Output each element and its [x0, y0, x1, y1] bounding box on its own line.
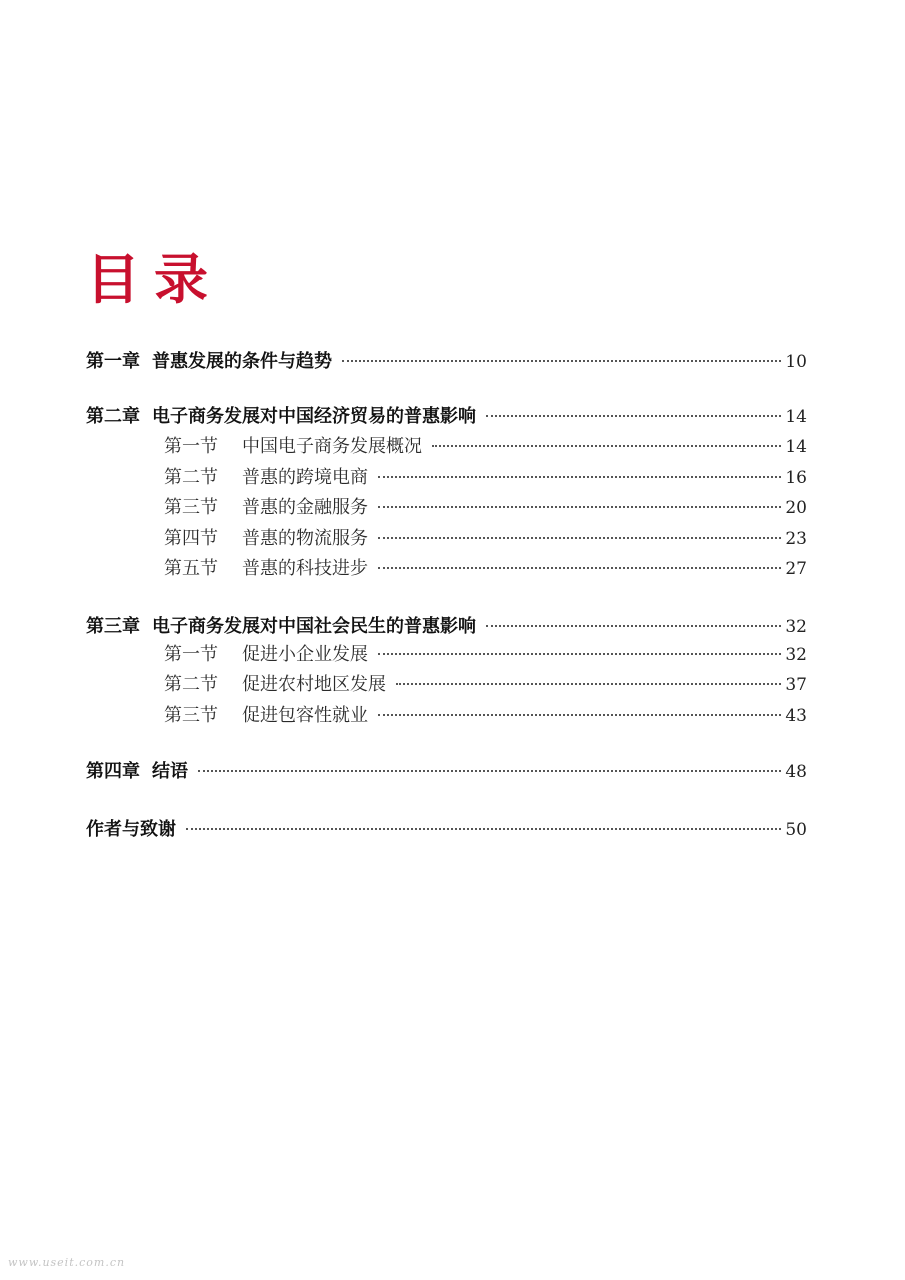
dot-leader	[486, 625, 781, 627]
page-number: 48	[785, 762, 807, 782]
chapter-title: 作者与致谢	[86, 819, 176, 840]
section-title: 促进包容性就业	[242, 705, 368, 726]
dot-leader	[378, 476, 781, 478]
page-number: 43	[785, 706, 807, 726]
toc-section-3-3[interactable]	[164, 703, 807, 729]
page-number: 16	[785, 468, 807, 488]
toc-chapter-1[interactable]	[86, 349, 807, 375]
chapter-title: 普惠发展的条件与趋势	[152, 351, 332, 372]
page-number: 10	[785, 352, 807, 372]
section-title: 促进农村地区发展	[242, 674, 386, 695]
page-number: 14	[785, 437, 807, 457]
section-number: 第一节	[164, 436, 218, 457]
chapter-title: 电子商务发展对中国经济贸易的普惠影响	[152, 406, 476, 427]
page-number: 27	[785, 559, 807, 579]
toc-chapter-2[interactable]	[86, 404, 807, 430]
dot-leader	[378, 714, 781, 716]
chapter-number: 第四章	[86, 761, 140, 782]
watermark: www.useit.com.cn	[8, 1256, 126, 1269]
chapter-number: 第一章	[86, 351, 140, 372]
toc-section-2-1[interactable]	[164, 434, 807, 460]
section-title: 普惠的金融服务	[242, 497, 368, 518]
toc-section-2-5[interactable]	[164, 556, 807, 582]
toc-section-2-4[interactable]	[164, 526, 807, 552]
page-number: 50	[785, 820, 807, 840]
dot-leader	[378, 506, 781, 508]
dot-leader	[342, 360, 781, 362]
page-number: 20	[785, 498, 807, 518]
dot-leader	[186, 828, 781, 830]
section-number: 第二节	[164, 467, 218, 488]
toc-chapter-4[interactable]	[86, 759, 807, 785]
dot-leader	[432, 445, 781, 447]
toc-chapter-3[interactable]	[86, 614, 807, 640]
toc-section-3-1[interactable]	[164, 642, 807, 668]
section-number: 第三节	[164, 705, 218, 726]
section-number: 第二节	[164, 674, 218, 695]
toc-section-2-2[interactable]	[164, 465, 807, 491]
section-number: 第三节	[164, 497, 218, 518]
section-title: 普惠的跨境电商	[242, 467, 368, 488]
chapter-title: 电子商务发展对中国社会民生的普惠影响	[152, 616, 476, 637]
section-title: 普惠的物流服务	[242, 528, 368, 549]
section-number: 第四节	[164, 528, 218, 549]
page-number: 32	[785, 617, 807, 637]
section-number: 第五节	[164, 558, 218, 579]
chapter-number: 第三章	[86, 616, 140, 637]
dot-leader	[378, 537, 781, 539]
page-number: 14	[785, 407, 807, 427]
dot-leader	[396, 683, 781, 685]
dot-leader	[486, 415, 781, 417]
dot-leader	[198, 770, 781, 772]
section-title: 促进小企业发展	[242, 644, 368, 665]
toc-title: 目录	[86, 248, 222, 311]
dot-leader	[378, 653, 781, 655]
toc-section-2-3[interactable]	[164, 495, 807, 521]
section-number: 第一节	[164, 644, 218, 665]
chapter-title: 结语	[152, 761, 188, 782]
page-number: 32	[785, 645, 807, 665]
page-number: 37	[785, 675, 807, 695]
toc-authors-acknowledgements[interactable]	[86, 817, 807, 843]
chapter-number: 第二章	[86, 406, 140, 427]
page-number: 23	[785, 529, 807, 549]
section-title: 普惠的科技进步	[242, 558, 368, 579]
dot-leader	[378, 567, 781, 569]
toc-section-3-2[interactable]	[164, 672, 807, 698]
section-title: 中国电子商务发展概况	[242, 436, 422, 457]
